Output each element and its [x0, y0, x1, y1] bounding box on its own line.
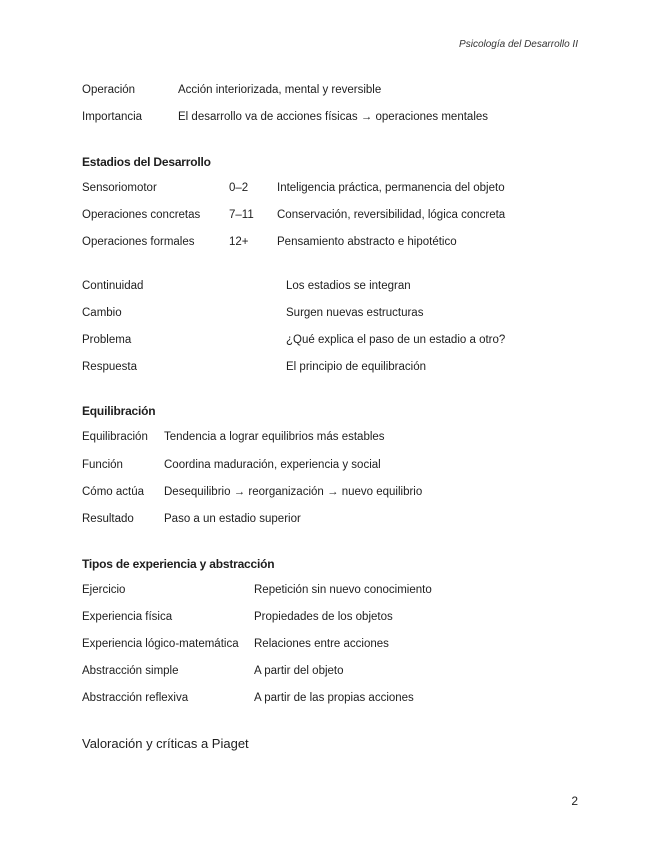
stage-row	[82, 209, 595, 225]
section-heading-stages: Estadios del Desarrollo	[82, 155, 211, 169]
definition-row	[82, 611, 595, 627]
term: Resultado	[82, 513, 134, 525]
term: Abstracción reflexiva	[82, 692, 189, 704]
term: Cambio	[82, 307, 122, 319]
definition-row	[82, 692, 595, 708]
page-number: 2	[571, 794, 578, 808]
term: Equilibración	[82, 431, 148, 443]
term: Experiencia física	[82, 611, 173, 623]
description: Relaciones entre acciones	[254, 638, 389, 650]
term: Cómo actúa	[82, 486, 145, 498]
description: A partir del objeto	[254, 665, 344, 677]
definition-row	[82, 334, 595, 350]
term: Ejercicio	[82, 584, 126, 596]
description: ¿Qué explica el paso de un estadio a otro?	[286, 334, 506, 346]
description: El principio de equilibración	[286, 361, 426, 373]
stage-age: 0–2	[229, 182, 249, 194]
definition-row	[82, 665, 595, 681]
definition-row	[82, 280, 595, 296]
definition-row	[82, 513, 595, 529]
stage-name: Operaciones formales	[82, 236, 195, 248]
stage-name: Sensoriomotor	[82, 182, 157, 194]
term: Operación	[82, 84, 136, 96]
term: Continuidad	[82, 280, 144, 292]
definition-row	[82, 584, 595, 600]
term: Abstracción simple	[82, 665, 179, 677]
definition-row	[82, 431, 595, 447]
stage-row	[82, 182, 595, 198]
description: El desarrollo va de acciones físicas → operaciones mentales	[178, 111, 489, 123]
term: Experiencia lógico-matemática	[82, 638, 239, 650]
term: Importancia	[82, 111, 143, 123]
stage-age: 7–11	[229, 209, 254, 221]
section-heading-experience: Tipos de experiencia y abstracción	[82, 557, 275, 571]
description: Propiedades de los objetos	[254, 611, 393, 623]
definition-row	[82, 84, 595, 100]
description: Repetición sin nuevo conocimiento	[254, 584, 432, 596]
term: Función	[82, 459, 123, 471]
stage-description: Inteligencia práctica, permanencia del objeto	[277, 182, 505, 194]
running-header: Psicología del Desarrollo II	[459, 39, 578, 50]
definition-row	[82, 307, 595, 323]
definition-row	[82, 638, 595, 654]
description: Tendencia a lograr equilibrios más estables	[164, 431, 385, 443]
description: Paso a un estadio superior	[164, 513, 301, 525]
term: Respuesta	[82, 361, 137, 373]
stage-name: Operaciones concretas	[82, 209, 201, 221]
closing-heading: Valoración y críticas a Piaget	[82, 736, 249, 751]
description: Acción interiorizada, mental y reversible	[178, 84, 382, 96]
term: Problema	[82, 334, 132, 346]
stage-row	[82, 236, 595, 252]
description: Coordina maduración, experiencia y social	[164, 459, 381, 471]
definition-row	[82, 361, 595, 377]
stage-description: Conservación, reversibilidad, lógica concreta	[277, 209, 506, 221]
definition-row	[82, 459, 595, 475]
definition-row	[82, 486, 595, 502]
description: Los estadios se integran	[286, 280, 411, 292]
description: Desequilibrio → reorganización → nuevo equilibrio	[164, 486, 423, 498]
definition-row	[82, 111, 595, 127]
stage-age: 12+	[229, 236, 249, 248]
stage-description: Pensamiento abstracto e hipotético	[277, 236, 457, 248]
section-heading-equilibration: Equilibración	[82, 404, 156, 418]
description: A partir de las propias acciones	[254, 692, 414, 704]
description: Surgen nuevas estructuras	[286, 307, 424, 319]
